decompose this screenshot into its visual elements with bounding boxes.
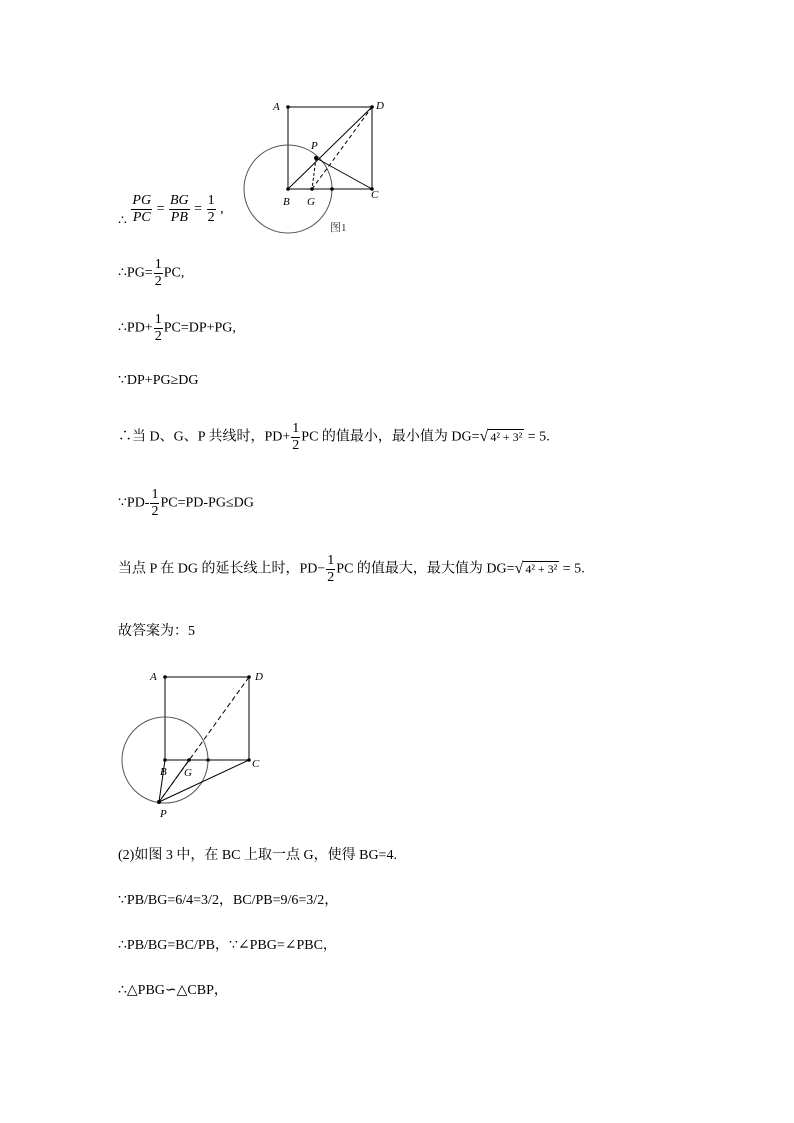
figure-caption: 图1 bbox=[330, 222, 347, 234]
segment-pc bbox=[159, 760, 249, 802]
fraction-half: $\frac{1}{2}$ bbox=[327, 553, 335, 585]
label-p: P bbox=[311, 140, 318, 152]
line-answer: 故答案为：5 bbox=[118, 624, 195, 639]
equals-sign: = bbox=[194, 201, 203, 217]
fraction-half: $\frac{1}{2}$ bbox=[207, 193, 215, 225]
segment-pd-dashed bbox=[312, 107, 372, 189]
sqrt-expression: √ 4² + 3² bbox=[514, 560, 558, 577]
fraction-half: $\frac{1}{2}$ bbox=[154, 312, 162, 344]
line-part2-intro: (2)如图 3 中，在 BC 上取一点 G，使得 BG=4. bbox=[118, 848, 397, 863]
label-c: C bbox=[252, 758, 260, 770]
segment-pc bbox=[316, 158, 372, 189]
label-p: P bbox=[160, 808, 167, 820]
fraction-half: $\frac{1}{2}$ bbox=[154, 257, 162, 289]
text: PC, bbox=[163, 265, 185, 281]
line-pg-half-pc bbox=[118, 257, 184, 290]
fraction-pg-pc: $\frac{PG}{PC}$ bbox=[132, 193, 152, 225]
line-minimum bbox=[118, 421, 550, 454]
fraction-bg-pb: $\frac{BG}{PB}$ bbox=[170, 193, 189, 225]
text: ∴PD+ bbox=[118, 320, 153, 336]
text: PC=DP+PG, bbox=[163, 320, 236, 336]
comma: , bbox=[220, 201, 224, 217]
text: ∴当 D、G、P 共线时，PD+ bbox=[118, 429, 291, 445]
line-pd-plus bbox=[118, 312, 236, 345]
line-ratio-equal: ∴PB/BG=BC/PB，∵∠PBG=∠PBC， bbox=[118, 938, 337, 953]
line-ratio bbox=[118, 193, 224, 231]
fraction-half: $\frac{1}{2}$ bbox=[292, 421, 300, 453]
label-a: A bbox=[273, 101, 280, 113]
sqrt-expression: √ 4² + 3² bbox=[479, 428, 523, 445]
line-maximum bbox=[118, 553, 585, 586]
equals-sign: = bbox=[156, 201, 165, 217]
label-g: G bbox=[184, 767, 192, 779]
text: PC 的值最大，最大值为 DG= bbox=[336, 561, 515, 577]
figure-1 bbox=[240, 95, 400, 240]
label-a: A bbox=[150, 671, 157, 683]
fraction-half: $\frac{1}{2}$ bbox=[151, 487, 159, 519]
label-c: C bbox=[371, 189, 379, 201]
label-g: G bbox=[307, 196, 315, 208]
therefore-symbol: ∴ bbox=[118, 213, 127, 229]
label-b: B bbox=[160, 766, 167, 778]
line-inequality: ∵DP+PG≥DG bbox=[118, 373, 199, 388]
line-ratio-values: ∵PB/BG=6/4=3/2，BC/PB=9/6=3/2， bbox=[118, 893, 339, 908]
result: = 5 bbox=[527, 429, 547, 445]
period: . bbox=[546, 429, 550, 445]
text: PC 的值最小，最小值为 DG= bbox=[301, 429, 480, 445]
figure-2 bbox=[115, 665, 275, 825]
label-b: B bbox=[283, 196, 290, 208]
line-similar: ∴△PBG∽△CBP， bbox=[118, 983, 228, 998]
period: . bbox=[581, 561, 585, 577]
label-d: D bbox=[255, 671, 263, 683]
text: ∴PG= bbox=[118, 265, 153, 281]
line-pd-minus bbox=[118, 487, 254, 520]
text: PC=PD-PG≤DG bbox=[160, 495, 254, 511]
text: ∵PD- bbox=[118, 495, 150, 511]
result: = 5 bbox=[562, 561, 582, 577]
text: 当点 P 在 DG 的延长线上时，PD− bbox=[118, 561, 326, 577]
label-d: D bbox=[376, 100, 384, 112]
